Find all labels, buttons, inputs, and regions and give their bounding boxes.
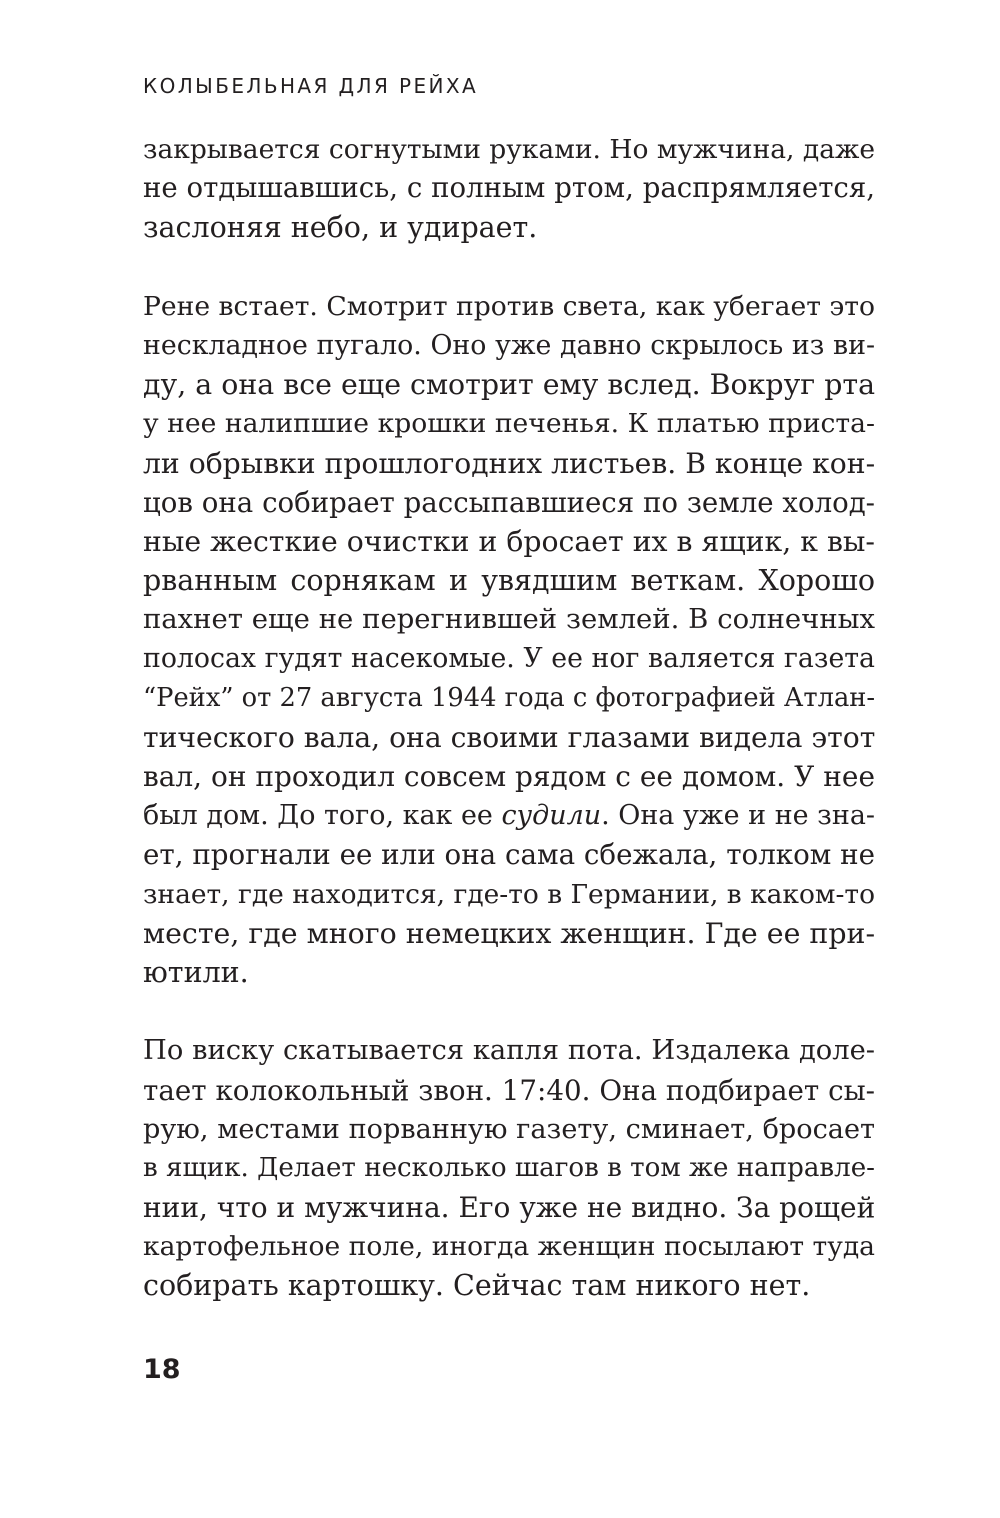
running-head: КОЛЫБЕЛЬНАЯ ДЛЯ РЕЙХА bbox=[143, 74, 479, 98]
text-line: в ящик. Делает несколько шагов в том же направле- bbox=[143, 1152, 875, 1183]
paragraph bbox=[143, 287, 875, 992]
text-line: не отдышавшись, с полным ртом, распрямляется, bbox=[143, 172, 875, 205]
text-line: ли обрывки прошлогодних листьев. В конце кон- bbox=[143, 446, 876, 480]
text-line: ютили. bbox=[143, 955, 249, 989]
text-line: нескладное пугало. Оно уже давно скрылось из ви- bbox=[143, 329, 875, 361]
text-line: месте, где много немецких женщин. Где ее при- bbox=[143, 916, 876, 950]
paragraph-gap bbox=[143, 992, 875, 1031]
text-line: заслоняя небо, и удирает. bbox=[143, 211, 538, 245]
text-line: вал, он проходил совсем рядом с ее домом. У нее bbox=[143, 760, 875, 793]
text-line: пахнет еще не перегнившей землей. В солнечных bbox=[143, 603, 875, 636]
text-line: ду, а она все еще смотрит ему вслед. Вокруг рта bbox=[143, 368, 876, 402]
text-line: полосах гудят насекомые. У ее ног валяется газета bbox=[143, 643, 875, 675]
text-line: ет, прогнали ее или она сама сбежала, толком не bbox=[143, 838, 875, 872]
text-line: тает колокольный звон. 17:40. Она подбирает сы- bbox=[143, 1073, 875, 1107]
text-line: “Рейх” от 27 августа 1944 года с фотографией Атлан- bbox=[143, 682, 876, 713]
text-segment: был дом. До того, как ее bbox=[143, 800, 502, 832]
text-line: закрывается согнутыми руками. Но мужчина, даже bbox=[143, 134, 876, 165]
text-line: ные жесткие очистки и бросает их в ящик, к вы- bbox=[143, 524, 875, 558]
text-line: рванным сорнякам и увядшим веткам. Хорошо bbox=[143, 564, 875, 598]
text-line: у нее налипшие крошки печенья. К платью приста- bbox=[143, 408, 875, 440]
text-segment: . Она уже и не зна- bbox=[601, 800, 875, 832]
body-text bbox=[143, 130, 875, 1306]
text-line-with-italic bbox=[143, 796, 875, 835]
text-line: Рене встает. Смотрит против света, как убегает это bbox=[143, 290, 875, 322]
paragraph bbox=[143, 130, 875, 248]
text-line: рую, местами порванную газету, сминает, бросает bbox=[143, 1113, 875, 1145]
text-line: По виску скатывается капля пота. Издалека доле- bbox=[143, 1035, 875, 1067]
italic-word: судили bbox=[501, 800, 602, 832]
text-line: знает, где находится, где-то в Германии, в каком-то bbox=[143, 878, 876, 910]
text-line: собирать картошку. Сейчас там никого нет. bbox=[143, 1269, 811, 1303]
paragraph-gap bbox=[143, 248, 875, 287]
page-number: 18 bbox=[143, 1354, 181, 1385]
text-line: нии, что и мужчина. Его уже не видно. За рощей bbox=[143, 1191, 876, 1225]
paragraph bbox=[143, 1031, 875, 1305]
text-line: тического вала, она своими глазами видела этот bbox=[143, 720, 876, 754]
text-line: картофельное поле, иногда женщин посылают туда bbox=[143, 1231, 875, 1263]
text-line: цов она собирает рассыпавшиеся по земле холод- bbox=[143, 485, 875, 519]
